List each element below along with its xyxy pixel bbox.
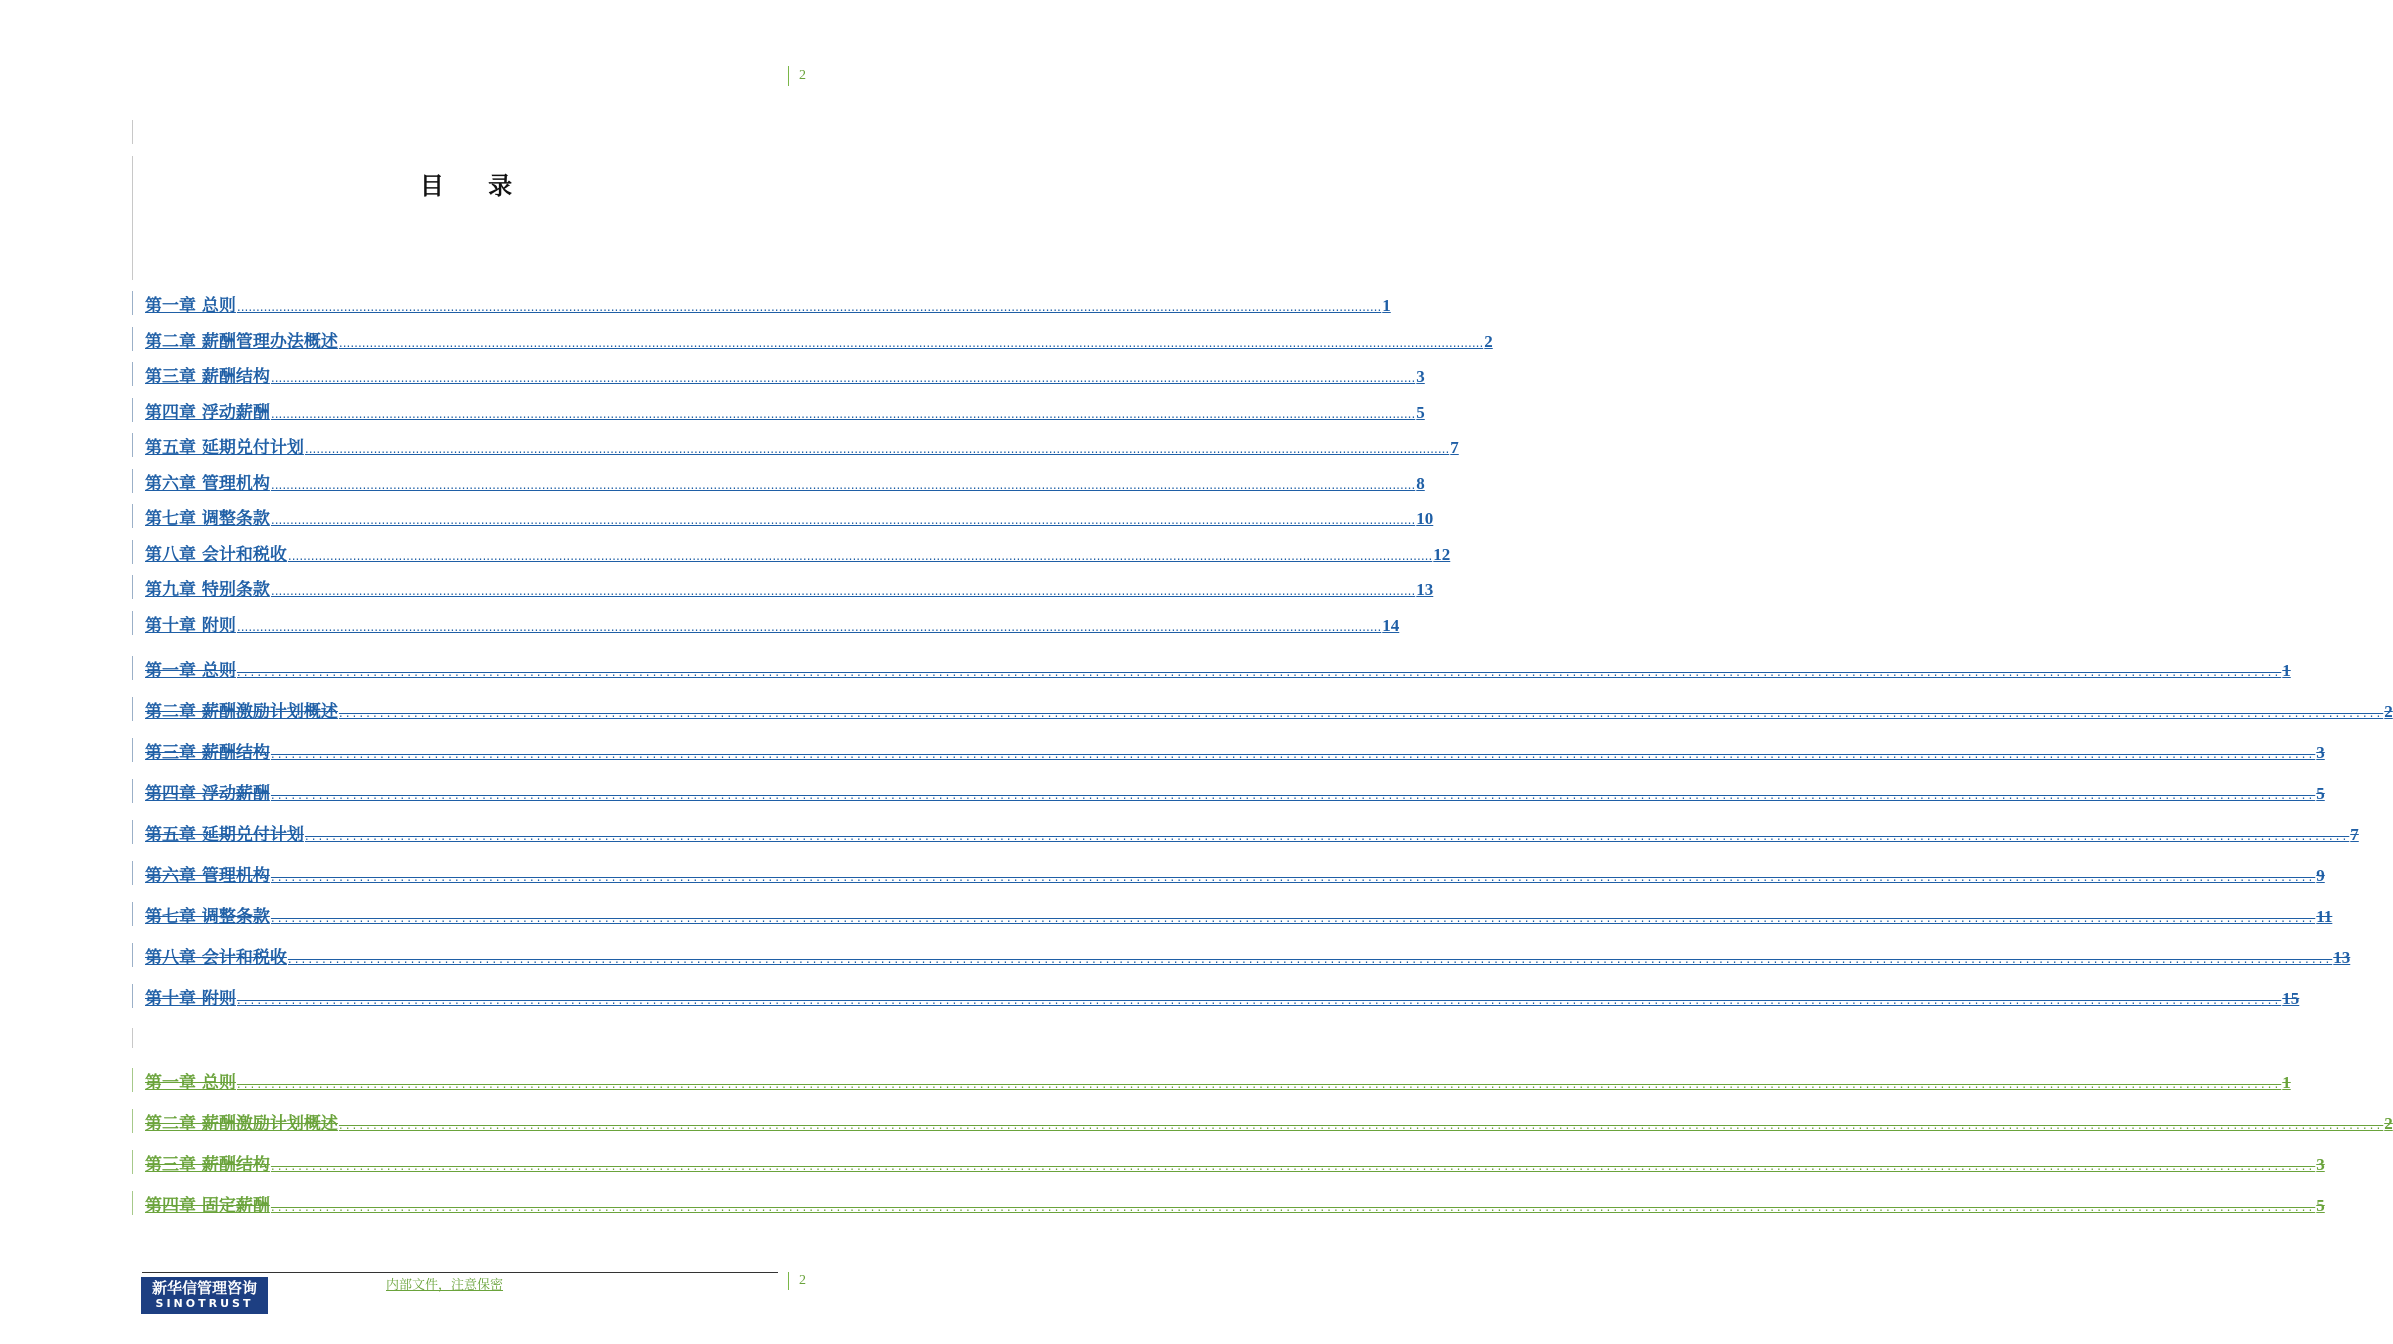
- toc-entry-page: 3: [2316, 743, 2325, 762]
- toc-entry-page: 3: [2316, 1155, 2325, 1174]
- toc-entry-label: 第八章 会计和税收: [145, 948, 287, 968]
- toc-entry-page: 1: [2282, 661, 2291, 680]
- toc-entry[interactable]: [132, 1150, 2325, 1175]
- toc-entry-page: 5: [2316, 784, 2325, 803]
- toc-entry-label: 第十章 附则: [145, 989, 236, 1009]
- toc-entry[interactable]: [132, 738, 2325, 763]
- toc-entry-page: 12: [1433, 544, 1451, 564]
- toc-dot-leader: ............................................................................................................................................................................................................................................................................................................: [270, 1159, 2316, 1173]
- toc-entry[interactable]: [132, 697, 2393, 722]
- toc-entry-page: 2: [2384, 702, 2393, 721]
- toc-entry-page: 11: [2316, 907, 2333, 926]
- logo-chinese-text: 新华信管理咨询: [151, 1279, 257, 1297]
- toc-entry-label: 第三章 薪酬结构: [145, 743, 270, 763]
- toc-entry[interactable]: [132, 1068, 2291, 1093]
- toc-entry[interactable]: [132, 362, 1425, 387]
- toc-entry-page: 9: [2316, 866, 2325, 885]
- toc-dot-leader: ............................................................................................................................................................................................................................................................................................................: [270, 911, 2316, 925]
- toc-dot-leader: ............................................................................................................................................................................................................................................................................................................: [287, 548, 1433, 563]
- toc-entry-label: 第四章 浮动薪酬: [145, 784, 270, 804]
- toc-entry-label: 第十章 附则: [145, 615, 236, 636]
- toc-entry-label: 第二章 薪酬管理办法概述: [145, 331, 338, 352]
- toc-entry[interactable]: [132, 1109, 2393, 1134]
- toc-entry-page: 15: [2282, 989, 2300, 1008]
- toc-entry[interactable]: [132, 291, 1391, 316]
- toc-title: 目 录: [419, 172, 531, 200]
- toc-entry-page: 1: [2282, 1073, 2291, 1092]
- toc-dot-leader: ............................................................................................................................................................................................................................................................................................................: [270, 747, 2316, 761]
- toc-entry-label: 第六章 管理机构: [145, 473, 270, 494]
- toc-entry[interactable]: [132, 779, 2325, 804]
- toc-entry[interactable]: [132, 540, 1451, 565]
- toc-entry[interactable]: [132, 1191, 2325, 1216]
- toc-entry[interactable]: [132, 861, 2325, 886]
- toc-entry[interactable]: [132, 943, 2351, 968]
- toc-entry-page: 5: [2316, 1196, 2325, 1215]
- toc-entry-label: 第九章 特别条款: [145, 580, 270, 600]
- toc-entry[interactable]: [132, 656, 2291, 681]
- toc-dot-leader: ............................................................................................................................................................................................................................................................................................................: [270, 870, 2316, 884]
- toc-dot-leader: ............................................................................................................................................................................................................................................................................................................: [270, 371, 1416, 385]
- footer-rule: [142, 1272, 778, 1273]
- toc-entry-page: 1: [1382, 296, 1391, 315]
- toc-entry-label: 第五章 延期兑付计划: [145, 825, 304, 845]
- toc-entry-label: 第三章 薪酬结构: [145, 367, 270, 387]
- toc-dot-leader: ............................................................................................................................................................................................................................................................................................................: [270, 406, 1416, 421]
- toc-dot-leader: ............................................................................................................................................................................................................................................................................................................: [236, 619, 1382, 634]
- toc-dot-leader: ............................................................................................................................................................................................................................................................................................................: [236, 665, 2282, 679]
- toc-entry-label: 第二章 薪酬激励计划概述: [145, 1114, 338, 1134]
- toc-entry[interactable]: [132, 433, 1459, 458]
- toc-entry-page: 14: [1382, 615, 1400, 635]
- confidential-note: 内部文件，注意保密: [386, 1278, 504, 1293]
- toc-entry-label: 第一章 总则: [145, 1073, 236, 1093]
- toc-entry[interactable]: [132, 984, 2300, 1009]
- toc-dot-leader: ............................................................................................................................................................................................................................................................................................................: [236, 300, 1382, 314]
- toc-entry-page: 7: [1450, 438, 1459, 457]
- margin-bar: [132, 1028, 133, 1048]
- toc-dot-leader: ............................................................................................................................................................................................................................................................................................................: [338, 1118, 2384, 1132]
- toc-entry-page: 7: [2350, 825, 2359, 844]
- toc-entry[interactable]: [132, 327, 1493, 352]
- toc-entry[interactable]: [132, 398, 1425, 423]
- margin-bar: [132, 120, 133, 144]
- toc-entry-label: 第五章 延期兑付计划: [145, 438, 304, 458]
- toc-entry-label: 第一章 总则: [145, 296, 236, 316]
- toc-entry-label: 第六章 管理机构: [145, 866, 270, 886]
- toc-entry-page: 10: [1416, 509, 1434, 528]
- toc-entry-label: 第七章 调整条款: [145, 509, 270, 529]
- toc-dot-leader: ............................................................................................................................................................................................................................................................................................................: [270, 788, 2316, 802]
- toc-entry[interactable]: [132, 820, 2359, 845]
- toc-entry-page: 2: [1484, 331, 1493, 351]
- toc-entry-page: 8: [1416, 473, 1425, 493]
- toc-entry[interactable]: [132, 504, 1434, 529]
- toc-entry-label: 第七章 调整条款: [145, 907, 270, 927]
- toc-entry-label: 第二章 薪酬激励计划概述: [145, 702, 338, 722]
- toc-dot-leader: ............................................................................................................................................................................................................................................................................................................: [270, 477, 1416, 492]
- company-logo: [141, 1277, 268, 1314]
- toc-dot-leader: ............................................................................................................................................................................................................................................................................................................: [338, 706, 2384, 720]
- toc-entry-page: 2: [2384, 1114, 2393, 1133]
- toc-dot-leader: ............................................................................................................................................................................................................................................................................................................: [236, 993, 2282, 1007]
- toc-entry[interactable]: [132, 611, 1400, 636]
- toc-entry-label: 第一章 总则: [145, 661, 236, 681]
- toc-entry-page: 3: [1416, 367, 1425, 386]
- toc-dot-leader: ............................................................................................................................................................................................................................................................................................................: [304, 442, 1450, 456]
- toc-entry[interactable]: [132, 575, 1434, 600]
- logo-english-text: SINOTRUST: [155, 1297, 254, 1310]
- toc-entry-page: 13: [1416, 580, 1434, 599]
- toc-dot-leader: ............................................................................................................................................................................................................................................................................................................: [270, 584, 1416, 598]
- toc-dot-leader: ............................................................................................................................................................................................................................................................................................................: [236, 1077, 2282, 1091]
- toc-dot-leader: ............................................................................................................................................................................................................................................................................................................: [270, 513, 1416, 527]
- footer-page-number: 2: [788, 1272, 806, 1290]
- header-page-number: 2: [788, 66, 806, 86]
- toc-dot-leader: ............................................................................................................................................................................................................................................................................................................: [287, 952, 2333, 966]
- toc-entry-page: 5: [1416, 402, 1425, 422]
- toc-entry-label: 第四章 固定薪酬: [145, 1196, 270, 1216]
- toc-dot-leader: ............................................................................................................................................................................................................................................................................................................: [270, 1200, 2316, 1214]
- toc-entry-label: 第四章 浮动薪酬: [145, 402, 270, 423]
- toc-entry[interactable]: [132, 469, 1425, 494]
- toc-entry-page: 13: [2333, 948, 2351, 967]
- toc-entry-label: 第三章 薪酬结构: [145, 1155, 270, 1175]
- toc-dot-leader: ............................................................................................................................................................................................................................................................................................................: [338, 335, 1484, 350]
- toc-dot-leader: ............................................................................................................................................................................................................................................................................................................: [304, 829, 2350, 843]
- toc-entry[interactable]: [132, 902, 2333, 927]
- toc-entry-label: 第八章 会计和税收: [145, 544, 287, 565]
